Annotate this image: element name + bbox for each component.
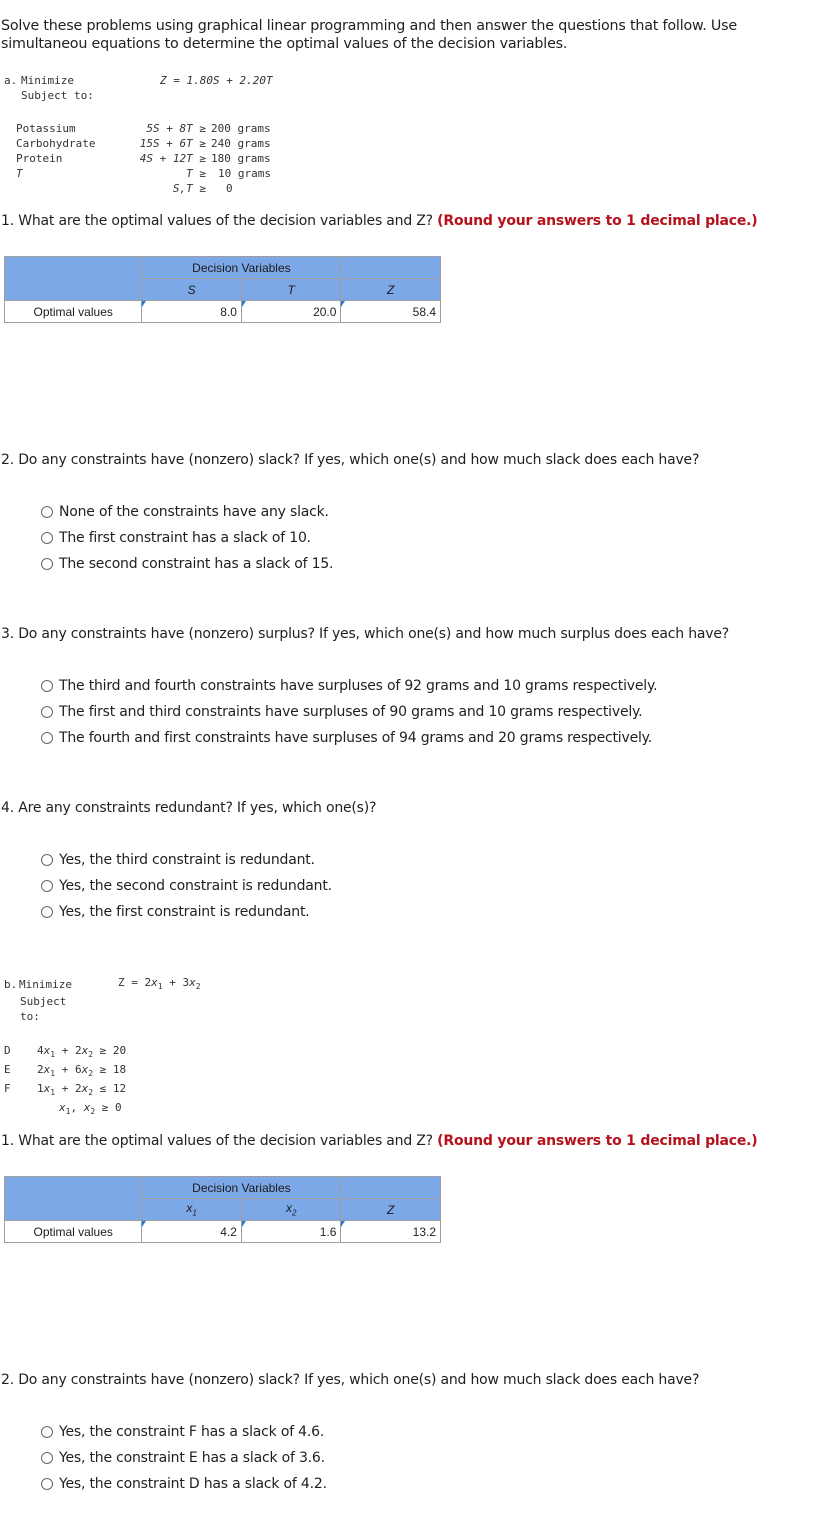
table-corner <box>5 257 142 301</box>
radio-icon <box>41 506 53 518</box>
flag-icon <box>242 301 246 307</box>
constraint-name: D <box>4 1044 11 1057</box>
radio-option[interactable]: Yes, the second constraint is redundant. <box>41 878 332 894</box>
flag-icon <box>341 1221 345 1227</box>
part-a-q4: 4. Are any constraints redundant? If yes, which one(s)? <box>1 800 377 816</box>
constraint-lhs: 15S + 6T ≥ <box>139 137 206 150</box>
row-label-optimal: Optimal values <box>5 1221 142 1243</box>
radio-option[interactable]: Yes, the constraint F has a slack of 4.6. <box>41 1424 324 1440</box>
constraint-expr: $x_1$, $x_2 \ge 0$ <box>59 1101 122 1117</box>
constraint-rhs: 200 grams <box>211 122 271 135</box>
col-header-x2: $x_2$ <box>241 1199 341 1221</box>
part-a-subject-to: Subject to: <box>21 89 94 102</box>
radio-option[interactable]: The fourth and first constraints have surpluses of 94 grams and 20 grams respectively. <box>41 730 652 746</box>
radio-icon <box>41 906 53 918</box>
part-a-q2: 2. Do any constraints have (nonzero) slack? If yes, which one(s) and how much slack does each have? <box>1 452 700 468</box>
constraint-lhs: 4S + 12T ≥ <box>139 152 206 165</box>
constraint-rhs: 240 grams <box>211 137 271 150</box>
col-header-s: S <box>142 279 242 301</box>
radio-option[interactable]: The first and third constraints have surpluses of 90 grams and 10 grams respectively. <box>41 704 642 720</box>
constraint-expr: $1x_1 + 2x_2 \le 12$ <box>37 1082 127 1098</box>
optimal-values-table <box>4 1176 441 1243</box>
radio-icon <box>41 706 53 718</box>
decision-variables-header: Decision Variables <box>142 257 341 279</box>
part-b-minimize: Minimize <box>19 978 72 991</box>
constraint-lhs: 5S + 8T ≥ <box>146 122 206 135</box>
round-hint: (Round your answers to 1 decimal place.) <box>437 213 758 229</box>
constraint-name: Carbohydrate <box>16 137 96 150</box>
radio-icon <box>41 1478 53 1490</box>
radio-icon <box>41 1426 53 1438</box>
row-label-optimal: Optimal values <box>5 301 142 323</box>
constraint-lhs: T ≥ <box>186 167 206 180</box>
part-a-minimize: Minimize <box>21 74 74 87</box>
z-header-spacer <box>341 1177 441 1199</box>
flag-icon <box>142 301 146 307</box>
constraint-rhs: 180 grams <box>211 152 271 165</box>
part-a-q1: 1. What are the optimal values of the decision variables and Z? (Round your answers to 1 decimal place.) <box>1 213 758 229</box>
constraint-expr: $2x_1 + 6x_2 \ge 18$ <box>37 1063 127 1079</box>
round-hint: (Round your answers to 1 decimal place.) <box>437 1133 758 1149</box>
radio-icon <box>41 880 53 892</box>
part-a-label: a. <box>4 74 18 87</box>
constraint-expr: $4x_1 + 2x_2 \ge 20$ <box>37 1044 127 1060</box>
part-b-subject: Subject <box>20 995 67 1008</box>
constraint-name: E <box>4 1063 11 1076</box>
col-header-x1: $x_1$ <box>142 1199 242 1221</box>
table-corner <box>5 1177 142 1221</box>
flag-icon <box>341 301 345 307</box>
part-b-to: to: <box>20 1010 40 1023</box>
radio-option[interactable]: Yes, the third constraint is redundant. <box>41 852 315 868</box>
constraint-rhs: 0 <box>226 182 233 195</box>
radio-icon <box>41 680 53 692</box>
flag-icon <box>142 1221 146 1227</box>
part-b-q1: 1. What are the optimal values of the decision variables and Z? (Round your answers to 1 decimal place.) <box>1 1133 758 1149</box>
intro-text: Solve these problems using graphical linear programming and then answer the questions that follow. Use simultaneou equations to determine the optimal values of the decision variables. <box>1 18 738 52</box>
value-z-input[interactable]: 13.2 <box>341 1221 441 1243</box>
part-a-objective: Z = 1.80S + 2.20T <box>160 74 273 87</box>
flag-icon <box>242 1221 246 1227</box>
col-header-z: Z <box>341 1199 441 1221</box>
radio-option[interactable]: Yes, the constraint E has a slack of 3.6. <box>41 1450 325 1466</box>
constraint-lhs: S,T ≥ <box>172 182 206 195</box>
constraint-name: T <box>16 167 23 180</box>
radio-option[interactable]: The third and fourth constraints have surpluses of 92 grams and 10 grams respectively. <box>41 678 657 694</box>
constraint-rhs: 10 grams <box>218 167 271 180</box>
radio-icon <box>41 558 53 570</box>
constraint-name: Protein <box>16 152 63 165</box>
radio-icon <box>41 532 53 544</box>
decision-variables-header: Decision Variables <box>142 1177 341 1199</box>
col-header-z: Z <box>341 279 441 301</box>
constraint-name: F <box>4 1082 11 1095</box>
radio-icon <box>41 854 53 866</box>
value-x2-input[interactable]: 1.6 <box>241 1221 341 1243</box>
radio-option[interactable]: Yes, the constraint D has a slack of 4.2. <box>41 1476 327 1492</box>
radio-icon <box>41 732 53 744</box>
optimal-values-table <box>4 256 441 323</box>
radio-option[interactable]: The second constraint has a slack of 15. <box>41 556 333 572</box>
part-b-q2: 2. Do any constraints have (nonzero) slack? If yes, which one(s) and how much slack does each have? <box>1 1372 700 1388</box>
value-z-input[interactable]: 58.4 <box>341 301 441 323</box>
value-x1-input[interactable]: 4.2 <box>142 1221 242 1243</box>
radio-option[interactable]: None of the constraints have any slack. <box>41 504 329 520</box>
value-t-input[interactable]: 20.0 <box>241 301 341 323</box>
constraint-name: Potassium <box>16 122 76 135</box>
col-header-t: T <box>241 279 341 301</box>
radio-option[interactable]: The first constraint has a slack of 10. <box>41 530 311 546</box>
part-b-label: b. <box>4 978 18 991</box>
radio-icon <box>41 1452 53 1464</box>
radio-option[interactable]: Yes, the first constraint is redundant. <box>41 904 310 920</box>
value-s-input[interactable]: 8.0 <box>142 301 242 323</box>
part-a-q3: 3. Do any constraints have (nonzero) surplus? If yes, which one(s) and how much surplus does each have? <box>1 626 729 642</box>
z-header-spacer <box>341 257 441 279</box>
part-b-objective: $Z = 2x_1 + 3x_2$ <box>118 976 201 992</box>
